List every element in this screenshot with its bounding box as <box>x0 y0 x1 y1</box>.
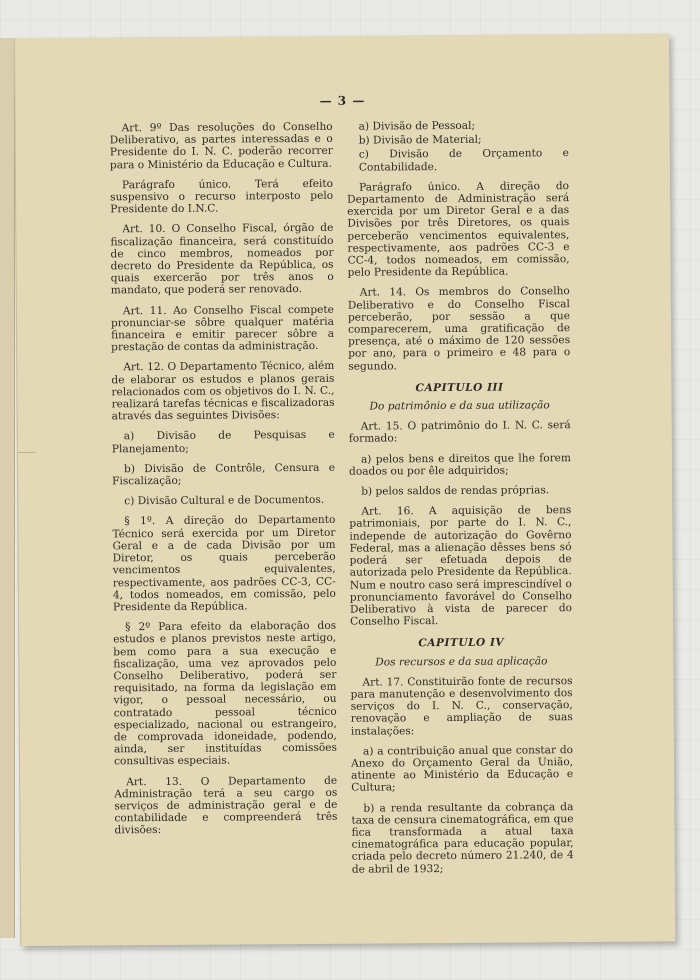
paragraph-art-12: Art. 12. O Departamento Técnico, além de elaborar os estudos e planos gerais relacionados com os objetivos do I. N. C., realizará tarefas técnicas e fiscalizadoras através das seguintes Divisões: <box>111 360 335 423</box>
chapter-heading-iv: CAPITULO IV <box>418 636 505 650</box>
paragraph-art-17: Art. 17. Constituirão fonte de recursos para manutenção e desenvolvimento dos serviços do I. N. C., conservação, renovação e ampliação de suas instalações: <box>350 674 573 738</box>
right-column <box>347 119 574 883</box>
chapter-heading-iii: CAPITULO III <box>415 381 504 395</box>
list-item-c: c) Divisão Cultural e de Documentos. <box>124 494 325 508</box>
list-item-c: c) Divisão de Orçamento e Contabilidade. <box>358 147 569 174</box>
list-item-a: a) a contribuição anual que constar do Anexo do Orçamento Geral da União, atinente ao Ministério da Educação e Cultura; <box>351 743 574 795</box>
list-item-b: b) pelos saldos de rendas próprias. <box>361 484 550 498</box>
paragraph-art-13-unico: Parágrafo único. A direção do Departamento de Administração será exercida por um Diretor Geral e a das Divisões por três Diretores, os quais perceberão vencimentos equivalentes, respectivamente, aos padrões CC-3 e CC-4, todos nomeados, em comissão, pelo Presidente da República. <box>347 179 570 279</box>
paragraph-art-9-unico: Parágrafo único. Terá efeito suspensivo o recurso interposto pelo Presidente do I.N.C. <box>110 177 334 216</box>
paragraph-art-9: Art. 9º Das resoluções do Conselho Deliberativo, as partes interessadas e o Presidente do I. N. C. poderão recorrer para o Ministério da Educação e Cultura. <box>109 120 333 171</box>
paragraph-art-10: Art. 10. O Conselho Fiscal, órgão de fiscalização financeira, será constituído de cinco membros, nomeados por decreto do Presidente da República, os quais exercerão por três anos o mandato, que poderá ser renovado. <box>110 222 334 297</box>
paragraph-art-14: Art. 14. Os membros do Conselho Deliberativo e do Conselho Fiscal perceberão, por sessão a que comparecerem, uma gratificação de presença, até o máximo de 120 sessões por ano, para o primeiro e 48 para o segundo. <box>347 285 571 373</box>
page-number: — 3 — <box>319 93 366 108</box>
list-item-a: a) Divisão de Pessoal; <box>358 119 476 133</box>
paragraph-art-11: Art. 11. Ao Conselho Fiscal compete pronunciar-se sôbre qualquer matéria financeira e emitir parecer sôbre a prestação de contas da administração. <box>110 303 335 354</box>
paragraph-art-15: Art. 15. O patrimônio do I. N. C. será formado: <box>348 419 571 446</box>
paragraph-art-16: Art. 16. A aquisição de bens patrimoniais, por parte do I. N. C., independe de autorização do Govêrno Federal, mas a alienação dêsses bens só poderá ser efetuada depois de autorizada pelo Presidente da República. Num e noutro caso será imprescindível o pronunciamento favorável do Conselho Deliberativo à vista de parecer do Conselho Fiscal. <box>349 504 573 628</box>
previous-page-edge <box>0 38 15 938</box>
list-item-a: a) pelos bens e direitos que lhe forem doados ou por êle adquiridos; <box>348 451 571 478</box>
paragraph-art-12-p2: § 2º Para efeito da elaboração dos estudos e planos previstos neste artigo, bem como para a sua execução e fiscalização, uma vez aprovados pelo Conselho Deliberativo, poderá ser requisitado, na forma da legislação em vigor, o pessoal necessário, ou contratado pessoal técnico especializado, nacional ou estrangeiro, de comprovada idoneidade, podendo, ainda, ser instituídas comissões consultivas especiais. <box>113 619 338 768</box>
staple-fold-mark <box>18 452 36 453</box>
list-item-b: b) Divisão de Contrôle, Censura e Fiscalização; <box>112 461 336 488</box>
paragraph-art-12-p1: § 1º. A direção do Departamento Técnico será exercida por um Diretor Geral e a de cada Divisão por um Diretor, os quais perceberão vencimentos equivalentes, respectivamente, aos padrões CC-3, CC-4, todos nomeados, em comissão, pelo Presidente da República. <box>112 514 336 614</box>
paragraph-art-13: Art. 13. O Departamento de Administração terá a seu cargo os serviços de administração geral e de contabilidade e compreenderá três divisões: <box>114 774 338 837</box>
list-item-b: b) Divisão de Material; <box>358 133 482 147</box>
list-item-a: a) Divisão de Pesquisas e Planejamento; <box>111 429 335 455</box>
document-page <box>14 33 675 946</box>
list-item-b: b) a renda resultante da cobrança da taxa de censura cinematográfica, em que fica transformada a atual taxa cinematográfica para educação popular, criada pelo decreto número 21.240, de 4 de abril de 1932; <box>351 800 574 876</box>
chapter-title-iii: Do patrimônio e da sua utilização <box>369 399 550 413</box>
left-column <box>110 121 338 845</box>
chapter-title-iv: Dos recursos e da sua aplicação <box>375 654 548 669</box>
